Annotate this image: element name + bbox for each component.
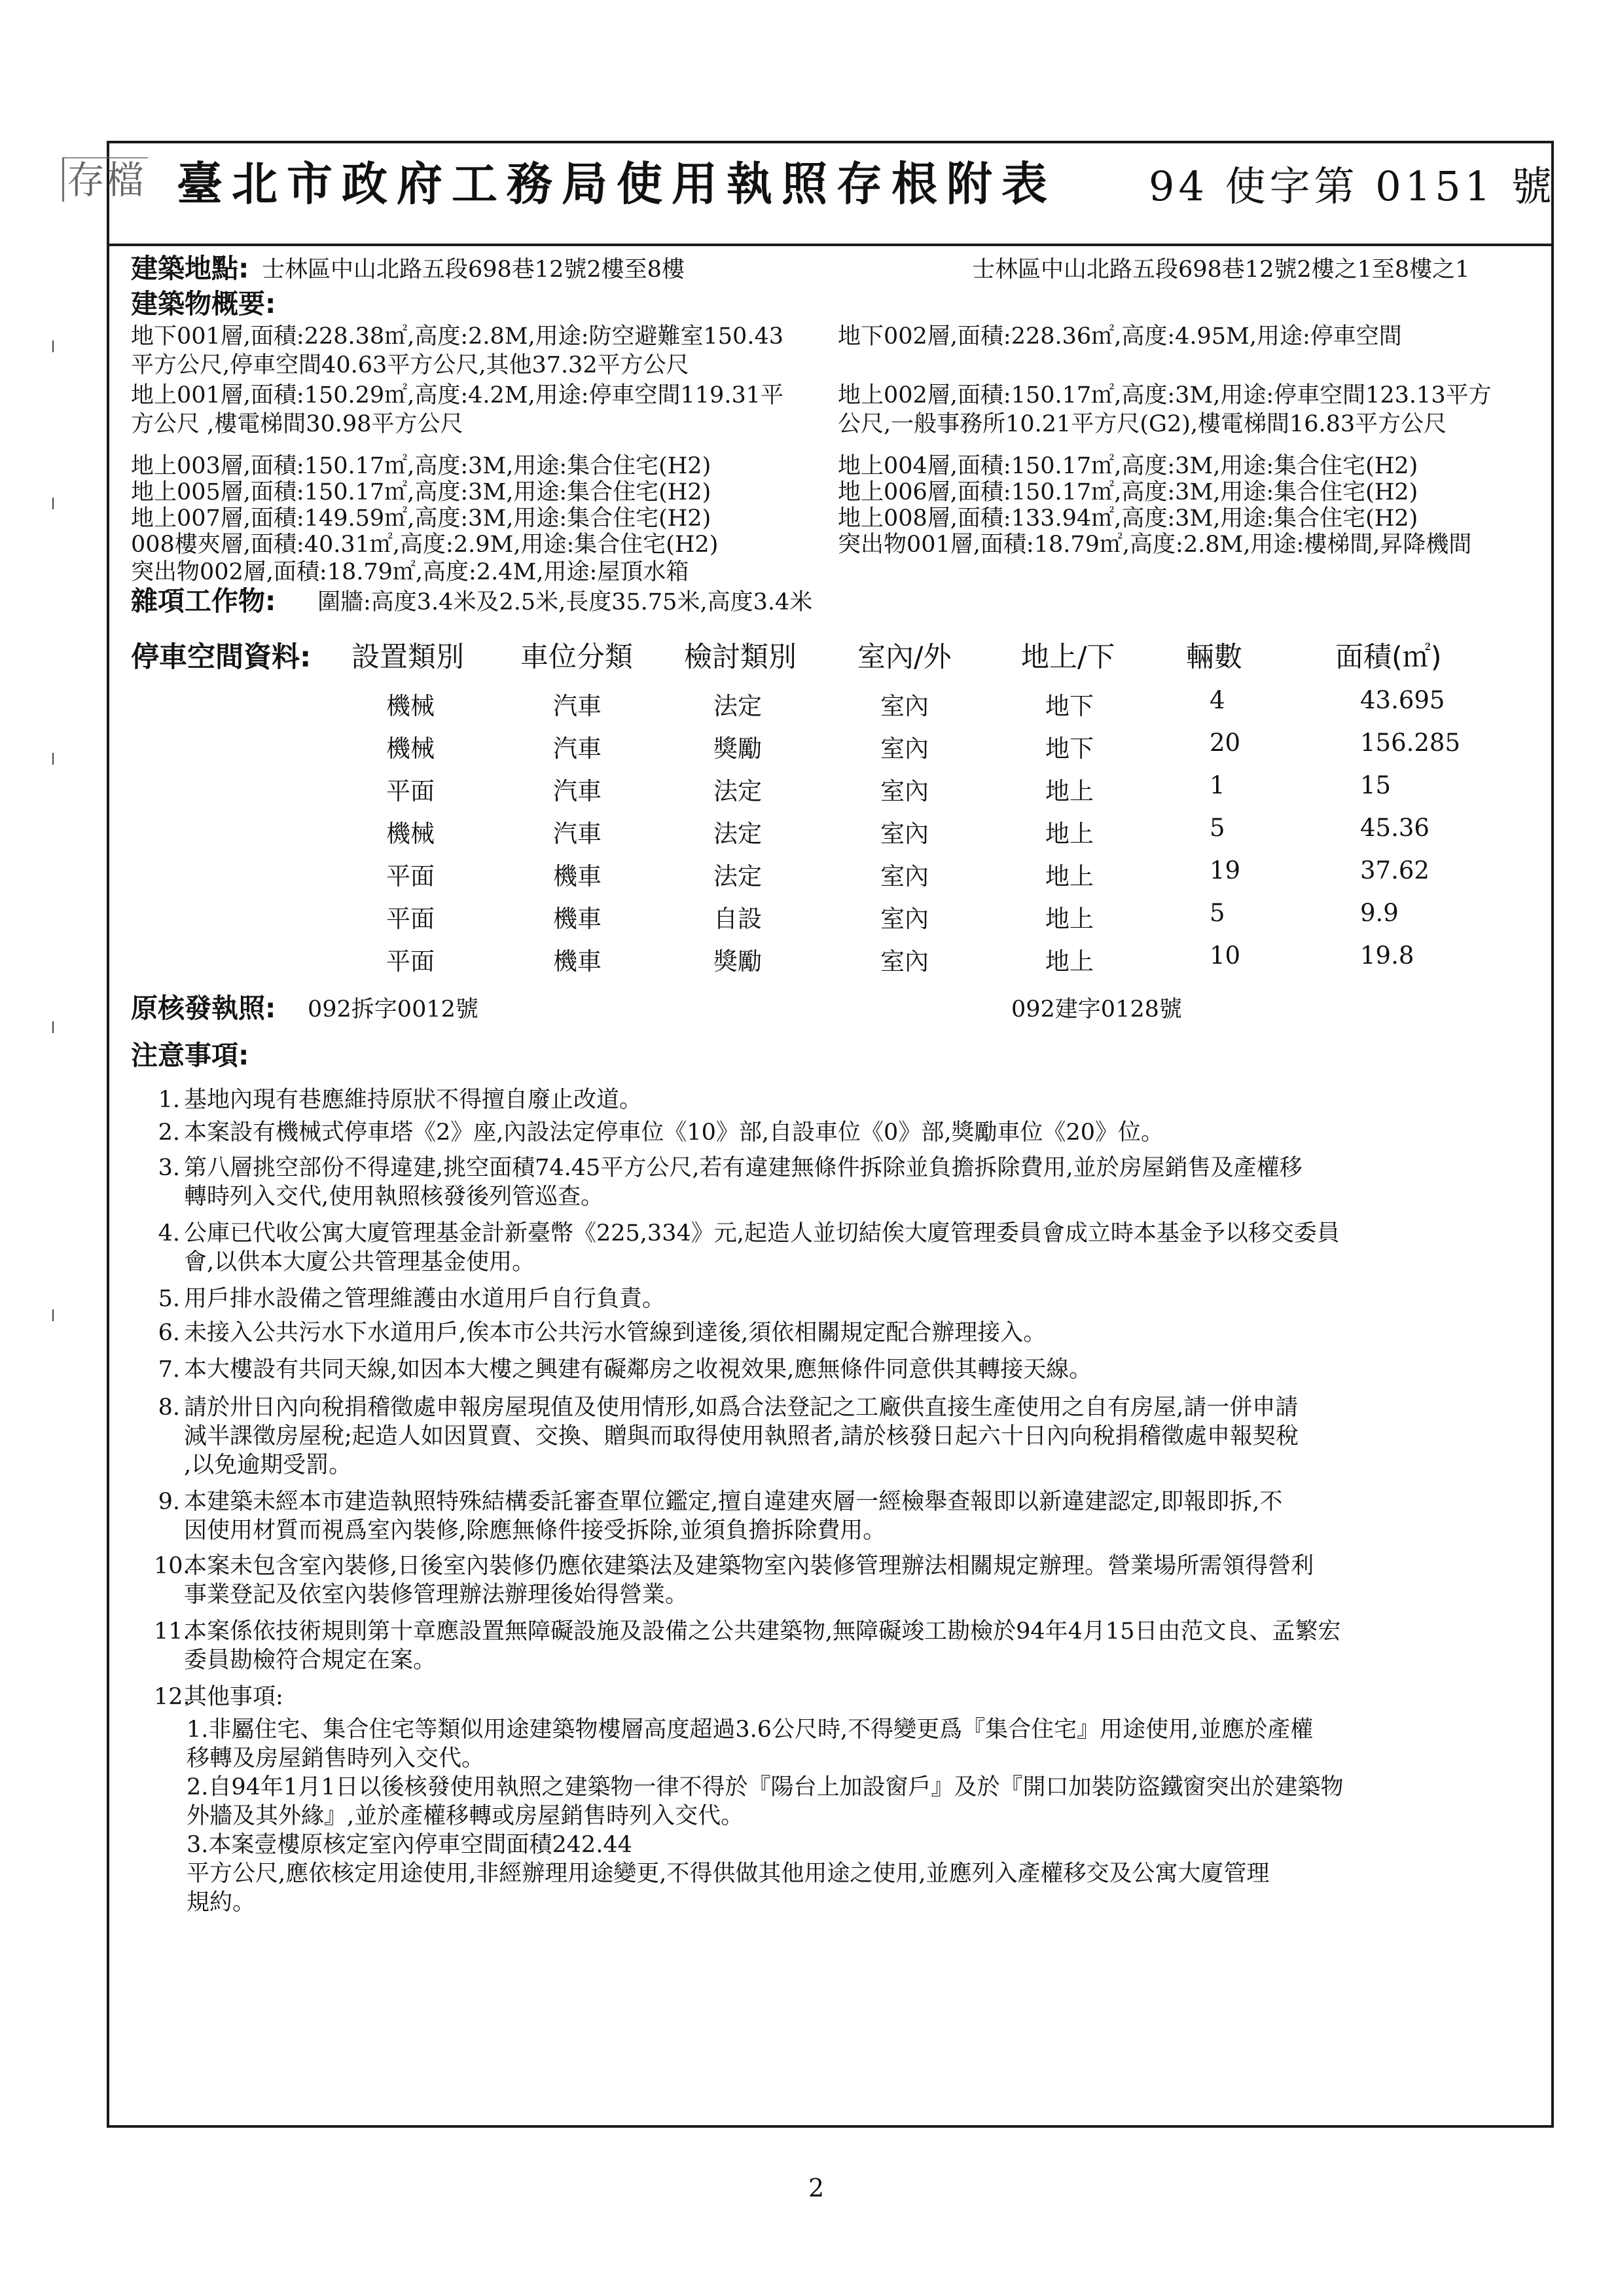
overview-label: 建築物概要: [131, 288, 276, 319]
parking-cell: 9.9 [1360, 899, 1399, 927]
site-address-left: 士林區中山北路五段698巷12號2樓至8樓 [262, 257, 685, 283]
parking-cell: 室內 [880, 692, 929, 720]
parking-cell: 法定 [713, 820, 762, 848]
parking-cell: 法定 [713, 777, 762, 805]
parking-cell: 15 [1360, 771, 1392, 799]
note-line [154, 1516, 886, 1545]
parking-cell: 10 [1210, 941, 1241, 970]
parking-cell: 地上 [1045, 820, 1094, 848]
other-matters-line: 規約。 [187, 1889, 256, 1916]
parking-cell: 獎勵 [713, 735, 762, 763]
parking-cell: 4 [1210, 686, 1225, 714]
parking-cell: 20 [1210, 729, 1241, 757]
note-line [154, 1451, 351, 1480]
note-text: 請於卅日內向稅捐稽徵處申報房屋現值及使用情形,如爲合法登記之工廠供直接生產使用之自有房屋,請一併申請 [184, 1394, 1299, 1421]
site-address-right: 士林區中山北路五段698巷12號2樓之1至8樓之1 [972, 257, 1470, 283]
parking-cell: 5 [1210, 899, 1225, 927]
note-text: 本案未包含室內裝修,日後室內裝修仍應依建築法及建築物室內裝修管理辦法相關規定辦理。營業場所需領得營利 [184, 1553, 1314, 1579]
page-number: 2 [808, 2174, 825, 2202]
parking-cell: 156.285 [1360, 729, 1461, 757]
note-number: 10. [154, 1553, 190, 1579]
overview-right-line: 地上002層,面積:150.17㎡,高度:3M,用途:停車空間123.13平方 [838, 382, 1492, 409]
parking-cell: 機械 [386, 820, 435, 848]
note-line [154, 1154, 1303, 1182]
parking-column-header: 檢討類別 [684, 641, 797, 674]
parking-cell: 室內 [880, 862, 929, 890]
parking-cell: 5 [1210, 814, 1225, 842]
note-line [154, 1552, 1314, 1580]
note-text: 本大樓設有共同天線,如因本大樓之興建有礙鄰房之收視效果,應無條件同意供其轉接天線。 [184, 1357, 1092, 1383]
note-text: 基地內現有巷應維持原狀不得擅自廢止改道。 [184, 1087, 643, 1113]
parking-cell: 平面 [386, 862, 435, 890]
original-permit-left: 092拆字0012號 [308, 996, 478, 1023]
note-line [154, 1580, 688, 1609]
note-number: 7. [158, 1357, 180, 1383]
parking-cell: 地上 [1045, 862, 1094, 890]
punch-mark [52, 753, 54, 765]
note-number: 8. [158, 1394, 180, 1421]
note-text: 委員勘檢符合規定在案。 [184, 1647, 437, 1673]
note-line [154, 1422, 1299, 1451]
parking-cell: 19.8 [1360, 941, 1414, 970]
parking-column-header: 車位分類 [520, 641, 633, 674]
misc-works-value: 圍牆:高度3.4米及2.5米,長度35.75米,高度3.4米 [317, 589, 813, 615]
note-number: 9. [158, 1489, 180, 1515]
notes-label: 注意事項: [131, 1040, 249, 1071]
punch-mark [52, 340, 54, 352]
parking-cell: 地下 [1045, 692, 1094, 720]
note-line [154, 1487, 1282, 1516]
site-label: 建築地點: [131, 253, 249, 284]
overview-right-line: 地上004層,面積:150.17㎡,高度:3M,用途:集合住宅(H2) [838, 453, 1418, 479]
parking-cell: 37.62 [1360, 856, 1429, 884]
parking-cell: 平面 [386, 905, 435, 933]
parking-cell: 室內 [880, 777, 929, 805]
parking-cell: 獎勵 [713, 947, 762, 975]
overview-left-line: 地上007層,面積:149.59㎡,高度:3M,用途:集合住宅(H2) [131, 505, 711, 532]
overview-left-line: 突出物002層,面積:18.79㎡,高度:2.4M,用途:屋頂水箱 [131, 559, 689, 585]
parking-cell: 1 [1210, 771, 1225, 799]
note-number: 1. [158, 1087, 180, 1113]
note-number: 11. [154, 1618, 190, 1645]
note-line [154, 1355, 1092, 1384]
overview-left-line: 地上005層,面積:150.17㎡,高度:3M,用途:集合住宅(H2) [131, 479, 711, 505]
parking-cell: 汽車 [553, 692, 602, 720]
note-line [154, 1319, 1046, 1347]
parking-cell: 汽車 [553, 777, 602, 805]
title-divider [108, 244, 1554, 246]
punch-mark [52, 1309, 54, 1321]
parking-cell: 法定 [713, 692, 762, 720]
overview-left-line: 008樓夾層,面積:40.31㎡,高度:2.9M,用途:集合住宅(H2) [131, 532, 719, 558]
note-line [154, 1393, 1298, 1422]
note-line [154, 1248, 535, 1277]
parking-cell: 汽車 [553, 820, 602, 848]
note-text: 本案係依技術規則第十章應設置無障礙設施及設備之公共建築物,無障礙竣工勘檢於94年4月15日由范文良、孟繁宏 [184, 1618, 1341, 1645]
note-text: ,以免逾期受罰。 [184, 1452, 352, 1478]
note-number: 3. [158, 1155, 180, 1181]
other-matters-line: 平方公尺,應依核定用途使用,非經辦理用途變更,不得供做其他用途之使用,並應列入產權移交及公寓大廈管理 [187, 1861, 1270, 1887]
original-permit-right: 092建字0128號 [1011, 996, 1182, 1023]
parking-cell: 43.695 [1360, 686, 1445, 714]
parking-cell: 機械 [386, 735, 435, 763]
note-line [154, 1085, 642, 1114]
note-text: 其他事項: [184, 1684, 283, 1710]
punch-mark [52, 1021, 54, 1033]
parking-cell: 自設 [713, 905, 762, 933]
parking-cell: 機車 [553, 862, 602, 890]
note-line [154, 1683, 283, 1711]
parking-cell: 法定 [713, 862, 762, 890]
parking-cell: 室內 [880, 947, 929, 975]
note-line [154, 1182, 603, 1211]
note-line [154, 1219, 1340, 1248]
overview-left-line: 地上001層,面積:150.29㎡,高度:4.2M,用途:停車空間119.31平 [131, 382, 783, 409]
parking-cell: 地下 [1045, 735, 1094, 763]
parking-cell: 室內 [880, 735, 929, 763]
note-number: 4. [158, 1220, 180, 1247]
parking-column-header: 輛數 [1186, 641, 1242, 674]
other-matters-line: 外牆及其外緣』,並於產權移轉或房屋銷售時列入交代。 [187, 1803, 744, 1829]
punch-mark [52, 498, 54, 509]
note-text: 第八層挑空部份不得違建,挑空面積74.45平方公尺,若有違建無條件拆除並負擔拆除費用,並於房屋銷售及產權移 [184, 1155, 1303, 1181]
parking-cell: 機車 [553, 947, 602, 975]
parking-cell: 地上 [1045, 905, 1094, 933]
parking-column-header: 室內/外 [857, 641, 952, 674]
other-matters-line: 移轉及房屋銷售時列入交代。 [187, 1745, 485, 1772]
overview-right-line: 地上008層,面積:133.94㎡,高度:3M,用途:集合住宅(H2) [838, 505, 1418, 532]
parking-cell: 地上 [1045, 947, 1094, 975]
parking-cell: 地上 [1045, 777, 1094, 805]
overview-right-line: 地下002層,面積:228.36㎡,高度:4.95M,用途:停車空間 [838, 323, 1402, 350]
overview-right-line: 地上006層,面積:150.17㎡,高度:3M,用途:集合住宅(H2) [838, 479, 1418, 505]
note-text: 減半課徵房屋稅;起造人如因買賣、交換、贈與而取得使用執照者,請於核發日起六十日內向稅捐稽徵處申報契稅 [184, 1423, 1299, 1449]
overview-left-line: 方公尺 ,樓電梯間30.98平方公尺 [131, 411, 463, 437]
note-text: 因使用材質而視爲室內裝修,除應無條件接受拆除,並須負擔拆除費用。 [184, 1518, 886, 1544]
note-text: 本案設有機械式停車塔《2》座,內設法定停車位《10》部,自設車位《0》部,獎勵車位《20》位。 [184, 1120, 1164, 1146]
overview-right-line: 公尺,一般事務所10.21平方尺(G2),樓電梯間16.83平方公尺 [838, 411, 1447, 437]
note-text: 未接入公共污水下水道用戶,俟本市公共污水管線到達後,須依相關規定配合辦理接入。 [184, 1320, 1047, 1346]
original-permit-label: 原核發執照: [131, 993, 276, 1024]
parking-label: 停車空間資料: [131, 641, 312, 674]
note-number: 2. [158, 1120, 180, 1146]
note-text: 轉時列入交代,使用執照核發後列管巡查。 [184, 1184, 604, 1210]
note-line [154, 1285, 665, 1313]
parking-cell: 汽車 [553, 735, 602, 763]
parking-column-header: 地上/下 [1021, 641, 1115, 674]
note-text: 會,以供本大廈公共管理基金使用。 [184, 1249, 535, 1275]
overview-right-line: 突出物001層,面積:18.79㎡,高度:2.8M,用途:樓梯間,昇降機間 [838, 532, 1472, 558]
note-line [154, 1617, 1340, 1646]
note-number: 6. [158, 1320, 180, 1346]
other-matters-line: 3.本案壹樓原核定室內停車空間面積242.44 [187, 1832, 632, 1858]
other-matters-line: 2.自94年1月1日以後核發使用執照之建築物一律不得於『陽台上加設窗戶』及於『開口加裝防盜鐵窗突出於建築物 [187, 1774, 1344, 1800]
parking-cell: 機車 [553, 905, 602, 933]
note-line [154, 1118, 1164, 1147]
overview-left-line: 地下001層,面積:228.38㎡,高度:2.8M,用途:防空避難室150.43 [131, 323, 783, 350]
note-text: 用戶排水設備之管理維護由水道用戶自行負責。 [184, 1286, 666, 1312]
note-number: 5. [158, 1286, 180, 1312]
note-text: 事業登記及依室內裝修管理辦法辦理後始得營業。 [184, 1582, 689, 1608]
parking-cell: 45.36 [1360, 814, 1429, 842]
note-line [154, 1646, 436, 1675]
parking-cell: 平面 [386, 777, 435, 805]
parking-cell: 室內 [880, 820, 929, 848]
misc-works-label: 雜項工作物: [131, 585, 276, 617]
parking-cell: 19 [1210, 856, 1241, 884]
parking-column-header: 設置類別 [351, 641, 464, 674]
note-text: 公庫已代收公寓大廈管理基金計新臺幣《225,334》元,起造人並切結俟大廈管理委員會成立時本基金予以移交委員 [184, 1220, 1340, 1247]
note-text: 本建築未經本市建造執照特殊結構委託審查單位鑑定,擅自違建夾層一經檢舉查報即以新違建認定,即報即拆,不 [184, 1489, 1283, 1515]
note-number: 12. [154, 1684, 190, 1710]
parking-cell: 平面 [386, 947, 435, 975]
permit-number: 94 使字第 0151 號 [1149, 162, 1556, 210]
document-title: 臺北市政府工務局使用執照存根附表 [177, 156, 1056, 211]
overview-left-line: 平方公尺,停車空間40.63平方公尺,其他37.32平方公尺 [131, 352, 689, 378]
parking-cell: 機械 [386, 692, 435, 720]
parking-cell: 室內 [880, 905, 929, 933]
other-matters-line: 1.非屬住宅、集合住宅等類似用途建築物樓層高度超過3.6公尺時,不得變更爲『集合住宅』用途使用,並應於產權 [187, 1717, 1314, 1743]
archive-stamp: 存檔 [62, 157, 196, 275]
parking-column-header: 面積(㎡) [1335, 641, 1442, 674]
overview-left-line: 地上003層,面積:150.17㎡,高度:3M,用途:集合住宅(H2) [131, 453, 711, 479]
